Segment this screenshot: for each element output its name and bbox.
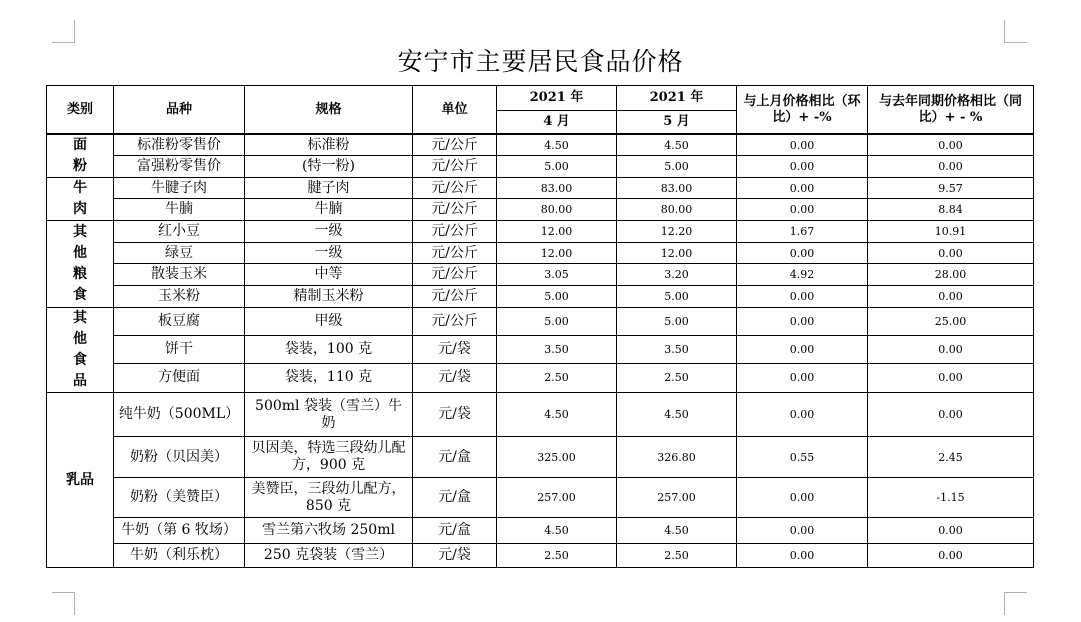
mom-change-cell: 0.00 — [737, 478, 868, 518]
yoy-change-cell: 0.00 — [868, 286, 1034, 308]
april-price-cell: 83.00 — [497, 178, 617, 199]
unit-cell: 元/公斤 — [413, 243, 497, 264]
unit-cell: 元/公斤 — [413, 264, 497, 286]
table-row — [47, 335, 1034, 363]
yoy-change-cell: 0.00 — [868, 243, 1034, 264]
table-row — [47, 393, 1034, 437]
yoy-change-cell: 0.00 — [868, 156, 1034, 178]
table-row — [47, 478, 1034, 518]
page-title: 安宁市主要居民食品价格 — [397, 47, 684, 76]
spec-cell: 甲级 — [245, 308, 413, 336]
unit-cell: 元/公斤 — [413, 156, 497, 178]
unit-cell: 元/公斤 — [413, 134, 497, 156]
may-price-cell: 257.00 — [617, 478, 737, 518]
spec-cell: (特一粉) — [245, 156, 413, 178]
unit-cell: 元/袋 — [413, 544, 497, 568]
mom-change-cell: 0.55 — [737, 437, 868, 478]
mom-change-cell: 0.00 — [737, 363, 868, 392]
yoy-change-cell: -1.15 — [868, 478, 1034, 518]
corner-mark-top-right — [1004, 20, 1027, 43]
mom-change-cell: 0.00 — [737, 178, 868, 199]
table-row — [47, 156, 1034, 178]
may-price-cell: 3.20 — [617, 264, 737, 286]
april-price-cell: 80.00 — [497, 199, 617, 221]
mom-change-cell: 0.00 — [737, 156, 868, 178]
may-price-cell: 5.00 — [617, 156, 737, 178]
unit-cell: 元/公斤 — [413, 199, 497, 221]
price-table — [46, 85, 1034, 568]
unit-cell: 元/公斤 — [413, 221, 497, 243]
may-price-cell: 4.50 — [617, 518, 737, 544]
may-price-cell: 4.50 — [617, 134, 737, 156]
table-row — [47, 221, 1034, 243]
spec-cell: 500ml 袋装（雪兰）牛奶 — [245, 393, 413, 437]
variety-cell: 标准粉零售价 — [114, 134, 245, 156]
table-row — [47, 264, 1034, 286]
april-price-cell: 5.00 — [497, 286, 617, 308]
header-may: 5 月 — [617, 111, 737, 135]
april-price-cell: 5.00 — [497, 308, 617, 336]
mom-change-cell: 0.00 — [737, 393, 868, 437]
variety-cell: 牛腱子肉 — [114, 178, 245, 199]
variety-cell: 玉米粉 — [114, 286, 245, 308]
spec-cell: 袋装，110 克 — [245, 363, 413, 392]
yoy-change-cell: 0.00 — [868, 134, 1034, 156]
category-cell: 其 他 食 品 — [47, 308, 114, 393]
category-cell: 牛 肉 — [47, 178, 114, 221]
yoy-change-cell: 0.00 — [868, 544, 1034, 568]
header-yoy: 与去年同期价格相比（同比）+ - % — [868, 86, 1034, 135]
mom-change-cell: 0.00 — [737, 243, 868, 264]
corner-mark-bottom-left — [52, 592, 75, 615]
header-unit: 单位 — [413, 86, 497, 135]
unit-cell: 元/盒 — [413, 437, 497, 478]
table-row — [47, 178, 1034, 199]
mom-change-cell: 1.67 — [737, 221, 868, 243]
variety-cell: 绿豆 — [114, 243, 245, 264]
variety-cell: 牛奶（利乐枕） — [114, 544, 245, 568]
unit-cell: 元/袋 — [413, 363, 497, 392]
variety-cell: 方便面 — [114, 363, 245, 392]
may-price-cell: 5.00 — [617, 308, 737, 336]
april-price-cell: 3.05 — [497, 264, 617, 286]
mom-change-cell: 0.00 — [737, 544, 868, 568]
variety-cell: 饼干 — [114, 335, 245, 363]
april-price-cell: 4.50 — [497, 393, 617, 437]
table-row — [47, 243, 1034, 264]
header-variety: 品种 — [114, 86, 245, 135]
spec-cell: 标准粉 — [245, 134, 413, 156]
yoy-change-cell: 0.00 — [868, 393, 1034, 437]
spec-cell: 牛腩 — [245, 199, 413, 221]
mom-change-cell: 0.00 — [737, 134, 868, 156]
header-category: 类别 — [47, 86, 114, 135]
variety-cell: 板豆腐 — [114, 308, 245, 336]
yoy-change-cell: 9.57 — [868, 178, 1034, 199]
april-price-cell: 3.50 — [497, 335, 617, 363]
april-price-cell: 12.00 — [497, 221, 617, 243]
april-price-cell: 4.50 — [497, 518, 617, 544]
april-price-cell: 325.00 — [497, 437, 617, 478]
april-price-cell: 4.50 — [497, 134, 617, 156]
spec-cell: 雪兰第六牧场 250ml — [245, 518, 413, 544]
spec-cell: 贝因美，特选三段幼儿配方，900 克 — [245, 437, 413, 478]
april-price-cell: 257.00 — [497, 478, 617, 518]
yoy-change-cell: 10.91 — [868, 221, 1034, 243]
may-price-cell: 4.50 — [617, 393, 737, 437]
mom-change-cell: 0.00 — [737, 518, 868, 544]
unit-cell: 元/袋 — [413, 335, 497, 363]
unit-cell: 元/盒 — [413, 478, 497, 518]
table-row — [47, 308, 1034, 336]
spec-cell: 美赞臣，三段幼儿配方，850 克 — [245, 478, 413, 518]
spec-cell: 袋装，100 克 — [245, 335, 413, 363]
may-price-cell: 12.00 — [617, 243, 737, 264]
category-cell: 乳品 — [47, 393, 114, 568]
unit-cell: 元/盒 — [413, 518, 497, 544]
april-price-cell: 2.50 — [497, 363, 617, 392]
spec-cell: 腱子肉 — [245, 178, 413, 199]
yoy-change-cell: 0.00 — [868, 335, 1034, 363]
spec-cell: 精制玉米粉 — [245, 286, 413, 308]
may-price-cell: 2.50 — [617, 363, 737, 392]
april-price-cell: 12.00 — [497, 243, 617, 264]
spec-cell: 中等 — [245, 264, 413, 286]
may-price-cell: 326.80 — [617, 437, 737, 478]
price-table-body — [47, 134, 1034, 568]
may-price-cell: 2.50 — [617, 544, 737, 568]
header-april: 4 月 — [497, 111, 617, 135]
unit-cell: 元/公斤 — [413, 178, 497, 199]
unit-cell: 元/公斤 — [413, 286, 497, 308]
yoy-change-cell: 2.45 — [868, 437, 1034, 478]
mom-change-cell: 0.00 — [737, 286, 868, 308]
mom-change-cell: 4.92 — [737, 264, 868, 286]
variety-cell: 奶粉（美赞臣） — [114, 478, 245, 518]
may-price-cell: 5.00 — [617, 286, 737, 308]
april-price-cell: 5.00 — [497, 156, 617, 178]
header-spec: 规格 — [245, 86, 413, 135]
yoy-change-cell: 0.00 — [868, 363, 1034, 392]
category-cell: 其 他 粮 食 — [47, 221, 114, 308]
yoy-change-cell: 0.00 — [868, 518, 1034, 544]
variety-cell: 红小豆 — [114, 221, 245, 243]
may-price-cell: 3.50 — [617, 335, 737, 363]
spec-cell: 250 克袋装（雪兰） — [245, 544, 413, 568]
header-april-year: 2021 年 — [497, 86, 617, 111]
corner-mark-top-left — [52, 20, 75, 43]
mom-change-cell: 0.00 — [737, 199, 868, 221]
variety-cell: 奶粉（贝因美） — [114, 437, 245, 478]
spec-cell: 一级 — [245, 221, 413, 243]
variety-cell: 富强粉零售价 — [114, 156, 245, 178]
mom-change-cell: 0.00 — [737, 335, 868, 363]
unit-cell: 元/公斤 — [413, 308, 497, 336]
table-row — [47, 199, 1034, 221]
table-row — [47, 286, 1034, 308]
header-mom: 与上月价格相比（环比）+ -% — [737, 86, 868, 135]
corner-mark-bottom-right — [1004, 592, 1027, 615]
unit-cell: 元/袋 — [413, 393, 497, 437]
may-price-cell: 83.00 — [617, 178, 737, 199]
category-cell: 面 粉 — [47, 134, 114, 178]
may-price-cell: 80.00 — [617, 199, 737, 221]
table-row — [47, 544, 1034, 568]
yoy-change-cell: 28.00 — [868, 264, 1034, 286]
variety-cell: 纯牛奶（500ML） — [114, 393, 245, 437]
header-may-year: 2021 年 — [617, 86, 737, 111]
variety-cell: 散装玉米 — [114, 264, 245, 286]
yoy-change-cell: 8.84 — [868, 199, 1034, 221]
table-row — [47, 437, 1034, 478]
table-row — [47, 518, 1034, 544]
spec-cell: 一级 — [245, 243, 413, 264]
variety-cell: 牛奶（第 6 牧场） — [114, 518, 245, 544]
table-row — [47, 363, 1034, 392]
yoy-change-cell: 25.00 — [868, 308, 1034, 336]
variety-cell: 牛腩 — [114, 199, 245, 221]
may-price-cell: 12.20 — [617, 221, 737, 243]
april-price-cell: 2.50 — [497, 544, 617, 568]
table-row — [47, 134, 1034, 156]
mom-change-cell: 0.00 — [737, 308, 868, 336]
